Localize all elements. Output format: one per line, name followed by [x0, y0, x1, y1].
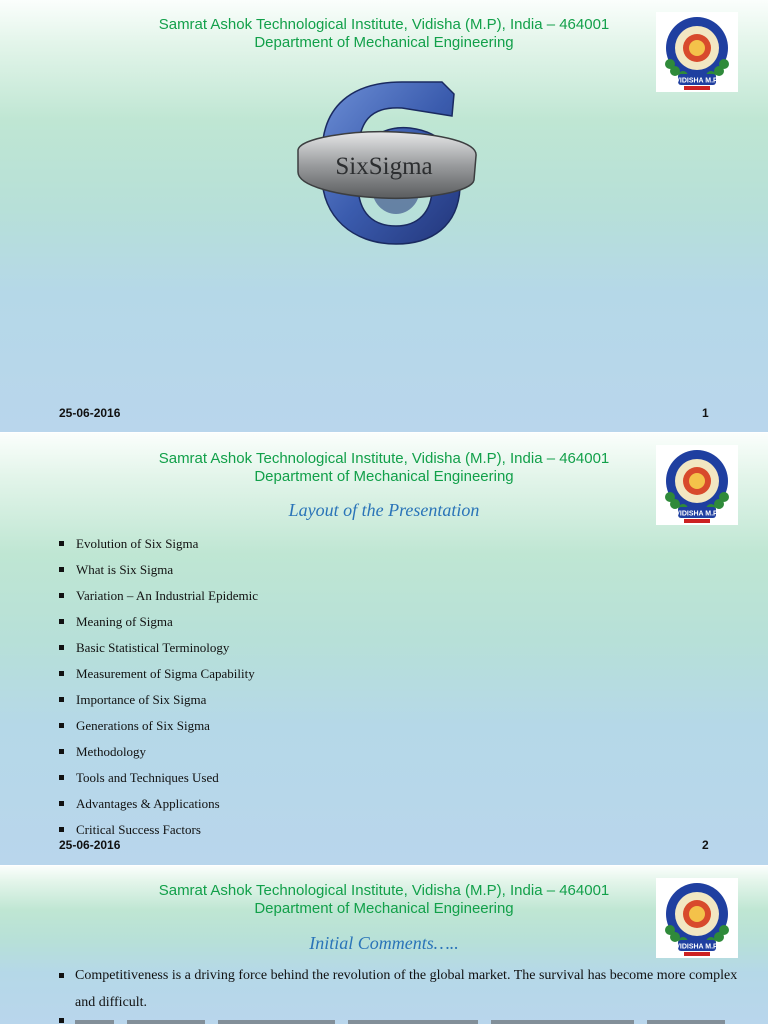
list-item: Critical Success Factors: [59, 819, 258, 845]
list-item: Methodology: [59, 741, 258, 767]
slide-1: [0, 0, 768, 432]
bullet-icon: [59, 749, 64, 754]
list-item: Measurement of Sigma Capability: [59, 663, 258, 689]
slide-number: 1: [702, 406, 709, 420]
slide-2: [0, 433, 768, 865]
slide-title: Initial Comments…..: [309, 933, 459, 953]
slide-header: [0, 882, 768, 918]
six-sigma-banner-text: SixSigma: [335, 153, 433, 180]
bullet-icon: [59, 593, 64, 598]
list-item: What is Six Sigma: [59, 559, 258, 585]
bullet-icon: [59, 541, 64, 546]
slide-title: Layout of the Presentation: [288, 500, 480, 520]
department-name: Department of Mechanical Engineering: [254, 900, 514, 917]
department-name: Department of Mechanical Engineering: [254, 468, 514, 485]
bullet-icon: [59, 723, 64, 728]
institute-name: Samrat Ashok Technological Institute, Vidisha (M.P), India – 464001: [158, 450, 610, 467]
svg-text:VIDISHA M.P.: VIDISHA M.P.: [675, 943, 719, 951]
cut-off-next-bullet: [59, 1018, 739, 1024]
slide-header: [0, 16, 768, 52]
bullet-icon: [59, 973, 64, 978]
bullet-icon: [59, 697, 64, 702]
list-item: Meaning of Sigma: [59, 611, 258, 637]
svg-text:VIDISHA M.P.: VIDISHA M.P.: [675, 77, 719, 85]
list-item: Generations of Six Sigma: [59, 715, 258, 741]
bullet-paragraph: Competitiveness is a driving force behind the revolution of the global market. The survival has become more complex and difficult.: [59, 962, 739, 1016]
department-name: Department of Mechanical Engineering: [254, 34, 514, 51]
institute-name: Samrat Ashok Technological Institute, Vidisha (M.P), India – 464001: [158, 882, 610, 899]
bullet-icon: [59, 567, 64, 572]
list-item: Tools and Techniques Used: [59, 767, 258, 793]
slide-header: [0, 450, 768, 486]
institute-name: Samrat Ashok Technological Institute, Vidisha (M.P), India – 464001: [158, 16, 610, 33]
bullet-icon: [59, 671, 64, 676]
institute-logo: [656, 12, 738, 92]
list-item: Variation – An Industrial Epidemic: [59, 585, 258, 611]
bullet-icon: [59, 645, 64, 650]
slide-3: [0, 866, 768, 1024]
slide-date: 25-06-2016: [59, 406, 121, 420]
list-item: Importance of Six Sigma: [59, 689, 258, 715]
contents-list: [59, 533, 258, 845]
list-item: Evolution of Six Sigma: [59, 533, 258, 559]
six-sigma-logo: [292, 76, 482, 248]
bullet-icon: [59, 775, 64, 780]
svg-text:VIDISHA M.P.: VIDISHA M.P.: [675, 510, 719, 518]
slide-date: 25-06-2016: [59, 838, 121, 852]
list-item: Basic Statistical Terminology: [59, 637, 258, 663]
bullet-icon: [59, 619, 64, 624]
bullet-icon: [59, 801, 64, 806]
slide-number: 2: [702, 838, 709, 852]
bullet-icon: [59, 827, 64, 832]
list-item: Advantages & Applications: [59, 793, 258, 819]
